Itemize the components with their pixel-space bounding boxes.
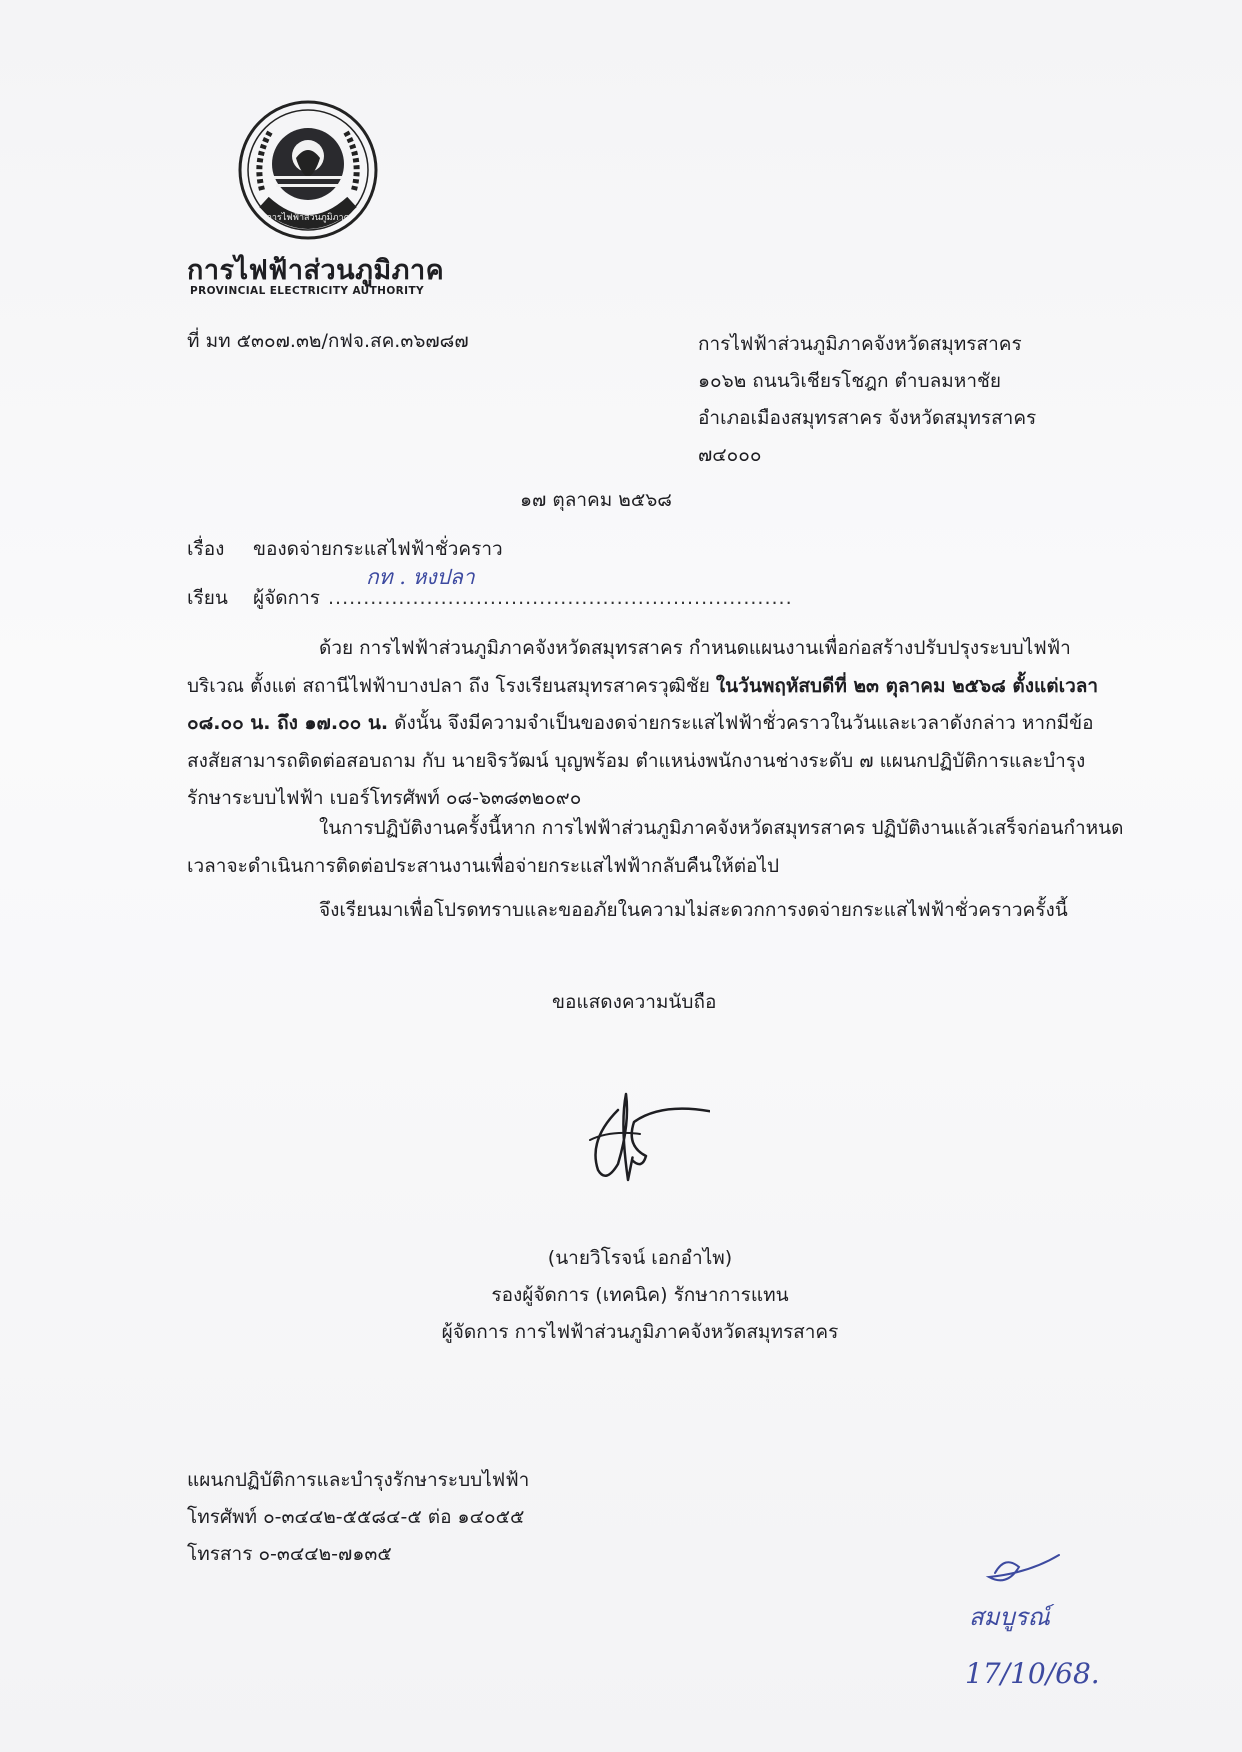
address-line: ๑๐๖๒ ถนนวิเชียรโชฎก ตำบลมหาชัย: [698, 370, 1002, 392]
department-contact: [187, 1462, 529, 1573]
subject-label: เรื่อง: [187, 538, 225, 560]
address-line: การไฟฟ้าส่วนภูมิภาคจังหวัดสมุทรสาคร: [698, 333, 1022, 355]
recipient-label: เรียน: [187, 587, 228, 609]
address-line: อำเภอเมืองสมุทรสาคร จังหวัดสมุทรสาคร: [698, 407, 1037, 429]
handwritten-note: [965, 1545, 1115, 1695]
paragraph-2-text: ในการปฏิบัติงานครั้งนี้หาก การไฟฟ้าส่วนภูมิภาคจังหวัดสมุทรสาคร ปฏิบัติงานแล้วเสร็จก่อนกำหนดเวลาจะดำเนินการติดต่อประสานงานเพื่อจ่ายกระแสไฟฟ้ากลับคืนให้ต่อไป: [187, 817, 1124, 877]
paragraph-1-part-2: ดังนั้น จึงมีความจำเป็นของดจ่ายกระแสไฟฟ้าชั่วคราวในวันและเวลาดังกล่าว หากมีข้อสงสัยสามารถติดต่อสอบถาม กับ นายจิรวัฒน์ บุญพร้อม ตำแหน่งพนักงานช่างระดับ ๗ แผนกปฏิบัติการและบำรุงรักษาระบบไฟฟ้า เบอร์โทรศัพท์ ๐๘-๖๓๘๓๒๐๙๐: [187, 712, 1094, 809]
signature: [560, 1080, 710, 1210]
paragraph-3: [187, 892, 1127, 930]
signer-name: (นายวิโรจน์ เอกอำไพ): [547, 1247, 733, 1269]
reference-number: ที่ มท ๕๓๐๗.๓๒/กฟจ.สค.๓๖๗๘๗: [187, 330, 469, 352]
recipient-dotted-line: ..................................................................: [328, 587, 793, 609]
signer-position: รองผู้จัดการ (เทคนิค) รักษาการแทน: [491, 1284, 789, 1306]
subject-text: ของดจ่ายกระแสไฟฟ้าชั่วคราว: [253, 538, 503, 560]
department-name: แผนกปฏิบัติการและบำรุงรักษาระบบไฟฟ้า: [187, 1469, 530, 1491]
handwritten-recipient: กท . หงปลา: [366, 565, 475, 589]
org-name-th: การไฟฟ้าส่วนภูมิภาค: [187, 255, 445, 286]
closing-salutation: ขอแสดงความนับถือ: [552, 991, 717, 1013]
sender-address: [698, 326, 1036, 474]
org-name-en: PROVINCIAL ELECTRICITY AUTHORITY: [190, 285, 425, 297]
handwritten-note-line1: สมบูรณ์: [969, 1603, 1050, 1631]
paragraph-1: [187, 630, 1127, 818]
department-fax: โทรสาร ๐-๓๔๔๒-๗๑๓๕: [187, 1543, 392, 1565]
paragraph-1-part-1: ด้วย การไฟฟ้าส่วนภูมิภาคจังหวัดสมุทรสาคร กำหนดแผนงานเพื่อก่อสร้างปรับปรุงระบบไฟฟ้า บริเวณ ตั้งแต่ สถานีไฟฟ้าบางปลา ถึง โรงเรียนสมุทรสาครวุฒิชัย: [187, 637, 1071, 697]
handwritten-note-date: 17/10/68.: [965, 1657, 1100, 1690]
recipient-text: ผู้จัดการ: [253, 587, 320, 609]
address-line: ๗๔๐๐๐: [698, 444, 762, 466]
signer-block: [440, 1240, 840, 1351]
paragraph-3-text: จึงเรียนมาเพื่อโปรดทราบและขออภัยในความไม่สะดวกการงดจ่ายกระแสไฟฟ้าชั่วคราวครั้งนี้: [319, 899, 1068, 921]
letter-date: ๑๗ ตุลาคม ๒๕๖๘: [520, 489, 672, 511]
paragraph-2: [187, 810, 1127, 885]
pea-emblem-icon: [236, 98, 380, 242]
signer-position-2: ผู้จัดการ การไฟฟ้าส่วนภูมิภาคจังหวัดสมุทรสาคร: [441, 1321, 839, 1343]
logo-ring-text: การไฟฟ้าส่วนภูมิภาค: [266, 213, 350, 223]
department-phone: โทรศัพท์ ๐-๓๔๔๒-๕๕๘๔-๕ ต่อ ๑๔๐๕๕: [187, 1506, 525, 1528]
paragraph-1-bold-date: ในวันพฤหัสบดีที่ ๒๓ ตุลาคม ๒๕๖๘ ตั้งแต่เวลา ๐๘.๐๐ น. ถึง ๑๗.๐๐ น.: [187, 674, 1099, 734]
